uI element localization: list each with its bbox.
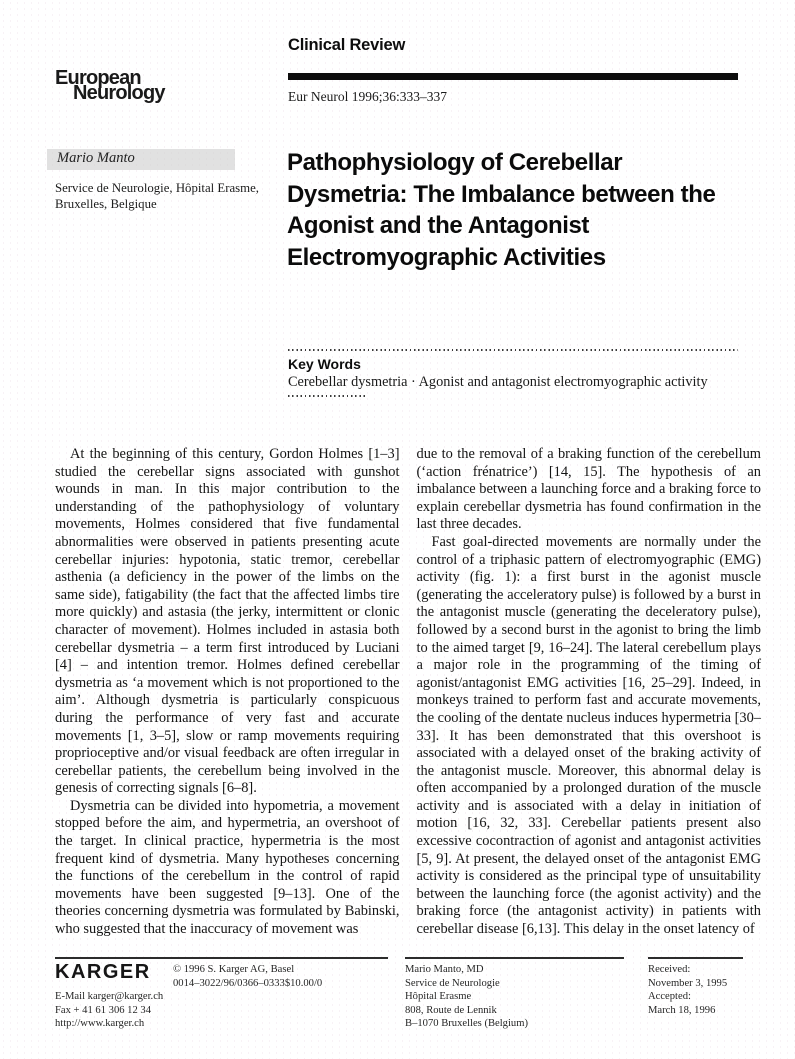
journal-logo-line1: European xyxy=(55,67,141,89)
section-label: Clinical Review xyxy=(288,36,406,54)
header-rule-bar xyxy=(288,73,738,80)
accepted-label: Accepted: xyxy=(648,991,691,1003)
paragraph: due to the removal of a braking function of the cerebellum (‘action frénatrice’) [14, 15]. The hypothesis of an imbalance between a launching force and a braking force to explain cerebellar dysmetria has found confirmation in the last three decades. xyxy=(416,446,761,533)
publisher-url: http://www.karger.ch xyxy=(55,1018,145,1030)
body-column-right xyxy=(417,446,762,939)
accepted-date: March 18, 1996 xyxy=(648,1004,716,1016)
correspondence-city: B–1070 Bruxelles (Belgium) xyxy=(405,1018,528,1030)
copyright-line: © 1996 S. Karger AG, Basel xyxy=(173,964,295,975)
received-date: November 3, 1995 xyxy=(648,977,728,989)
correspondence-street: 808, Route de Lennik xyxy=(405,1004,497,1016)
keywords-block xyxy=(288,349,738,397)
body-column-left xyxy=(55,446,400,939)
publisher-email: E-Mail karger@karger.ch xyxy=(55,991,164,1002)
publisher-fax: Fax + 41 61 306 12 34 xyxy=(55,1004,152,1016)
affiliation-line1: Service de Neurologie, Hôpital Erasme, xyxy=(55,181,259,195)
paragraph: At the beginning of this century, Gordon Holmes [1–3] studied the cerebellar signs associated with gunshot wounds in man. In this major contribution to the understanding of the pathophysiology of voluntary movements, Holmes considered that five fundamental abnormalities were observed in patients presenting acute cerebellar injuries: hypotonia, static tremor, cerebellar asthenia (a deficiency in the power of the limbs on the same side), fatigability (the fact that the affected limbs tire more quickly) and astasia (the jerky, intermittent or clonic character of movement). Holmes included in astasia both cerebellar dysmetria – a term first introduced by Luciani [4] – and intention tremor. Holmes defined cerebellar dysmetria as ‘a movement which is not proportioned to the aim’. Although dysmetria is particularly conspicuous during the performance of very fast and accurate movements [1, 3–5], slow or ramp movements requiring proprioceptive and/or visual feedback are often irregular in cerebellar patients, the cerebellum being involved in the genesis of correcting signals [6–8]. xyxy=(55,446,400,797)
paragraph: Fast goal-directed movements are normally under the control of a triphasic pattern of electromyographic (EMG) activity (fig. 1): a first burst in the agonist muscle (generating the acceleratory pulse) is followed by a burst in the antagonist muscle (generating the deceleratory pulse), followed by a second burst in the agonist to bring the limb to the aimed target [9, 16–24]. The lateral cerebellum plays a major role in the programming of the timing of agonist/antagonist EMG activities [16, 25–29]. Indeed, in monkeys trained to perform fast and accurate movements, the cooling of the dentate nucleus induces hypermetria [30–33]. It has been demonstrated that this overshoot is associated with a delayed onset of the braking activity of the antagonist muscle. Moreover, this abnormal delay is often accompanied by a prolonged duration of the muscle activity and is associated with a delay in initiation of motion [16, 32, 33]. Cerebellar patients present also excessive cocontraction of agonist and antagonist activities [5, 9]. At present, the delayed onset of the antagonist EMG activity is considered as the principal type of unsuitability between the launching force (the agonist activity) and the braking force (the antagonist activity) in patients with cerebellar disease [6,13]. This delay in the onset latency of xyxy=(416,533,761,938)
correspondence-name: Mario Manto, MD xyxy=(405,964,484,975)
dotted-rule-top xyxy=(288,349,738,351)
correspondence-block xyxy=(405,963,528,1031)
affiliation-line2: Bruxelles, Belgique xyxy=(55,196,157,211)
correspondence-dept: Service de Neurologie xyxy=(405,977,500,989)
paragraph: Dysmetria can be divided into hypometria, a movement stopped before the aim, and hypermetria, an overshoot of the target. In clinical practice, hypermetria is the most frequent kind of dysmetria. Many hypotheses concerning the functions of the cerebellum in the control of rapid movements have been suggested [9–13]. One of the theories concerning dysmetria was formulated by Babinski, who suggested that the inaccuracy of movement was xyxy=(55,797,400,938)
article-title xyxy=(287,147,757,273)
article-body xyxy=(55,446,761,939)
journal-logo-line2: Neurology xyxy=(73,82,165,104)
keywords-text: Cerebellar dysmetria · Agonist and antagonist electromyographic activity xyxy=(288,374,708,390)
received-label: Received: xyxy=(648,964,691,975)
issn-line: 0014–3022/96/0366–0333$10.00/0 xyxy=(173,977,323,989)
article-title-line4: Electromyographic Activities xyxy=(287,243,606,271)
keywords-heading: Key Words xyxy=(288,356,361,372)
footer-rule-right xyxy=(648,957,743,959)
footer-rule-left xyxy=(55,957,388,959)
correspondence-hospital: Hôpital Erasme xyxy=(405,991,472,1003)
author-name: Mario Manto xyxy=(57,150,135,166)
dates-block xyxy=(648,963,727,1017)
article-title-line2: Dysmetria: The Imbalance between the xyxy=(287,180,716,208)
author-affiliation xyxy=(55,181,259,212)
publisher-contact xyxy=(55,990,163,1031)
article-title-line3: Agonist and the Antagonist xyxy=(287,212,590,239)
journal-logo xyxy=(55,67,165,104)
publisher-logo: KARGER xyxy=(55,961,151,983)
footer-rule-middle xyxy=(405,957,624,959)
journal-citation: Eur Neurol 1996;36:333–337 xyxy=(288,89,447,104)
dotted-rule-short xyxy=(288,395,368,397)
copyright-block xyxy=(173,963,322,990)
article-title-line1: Pathophysiology of Cerebellar xyxy=(287,149,623,176)
